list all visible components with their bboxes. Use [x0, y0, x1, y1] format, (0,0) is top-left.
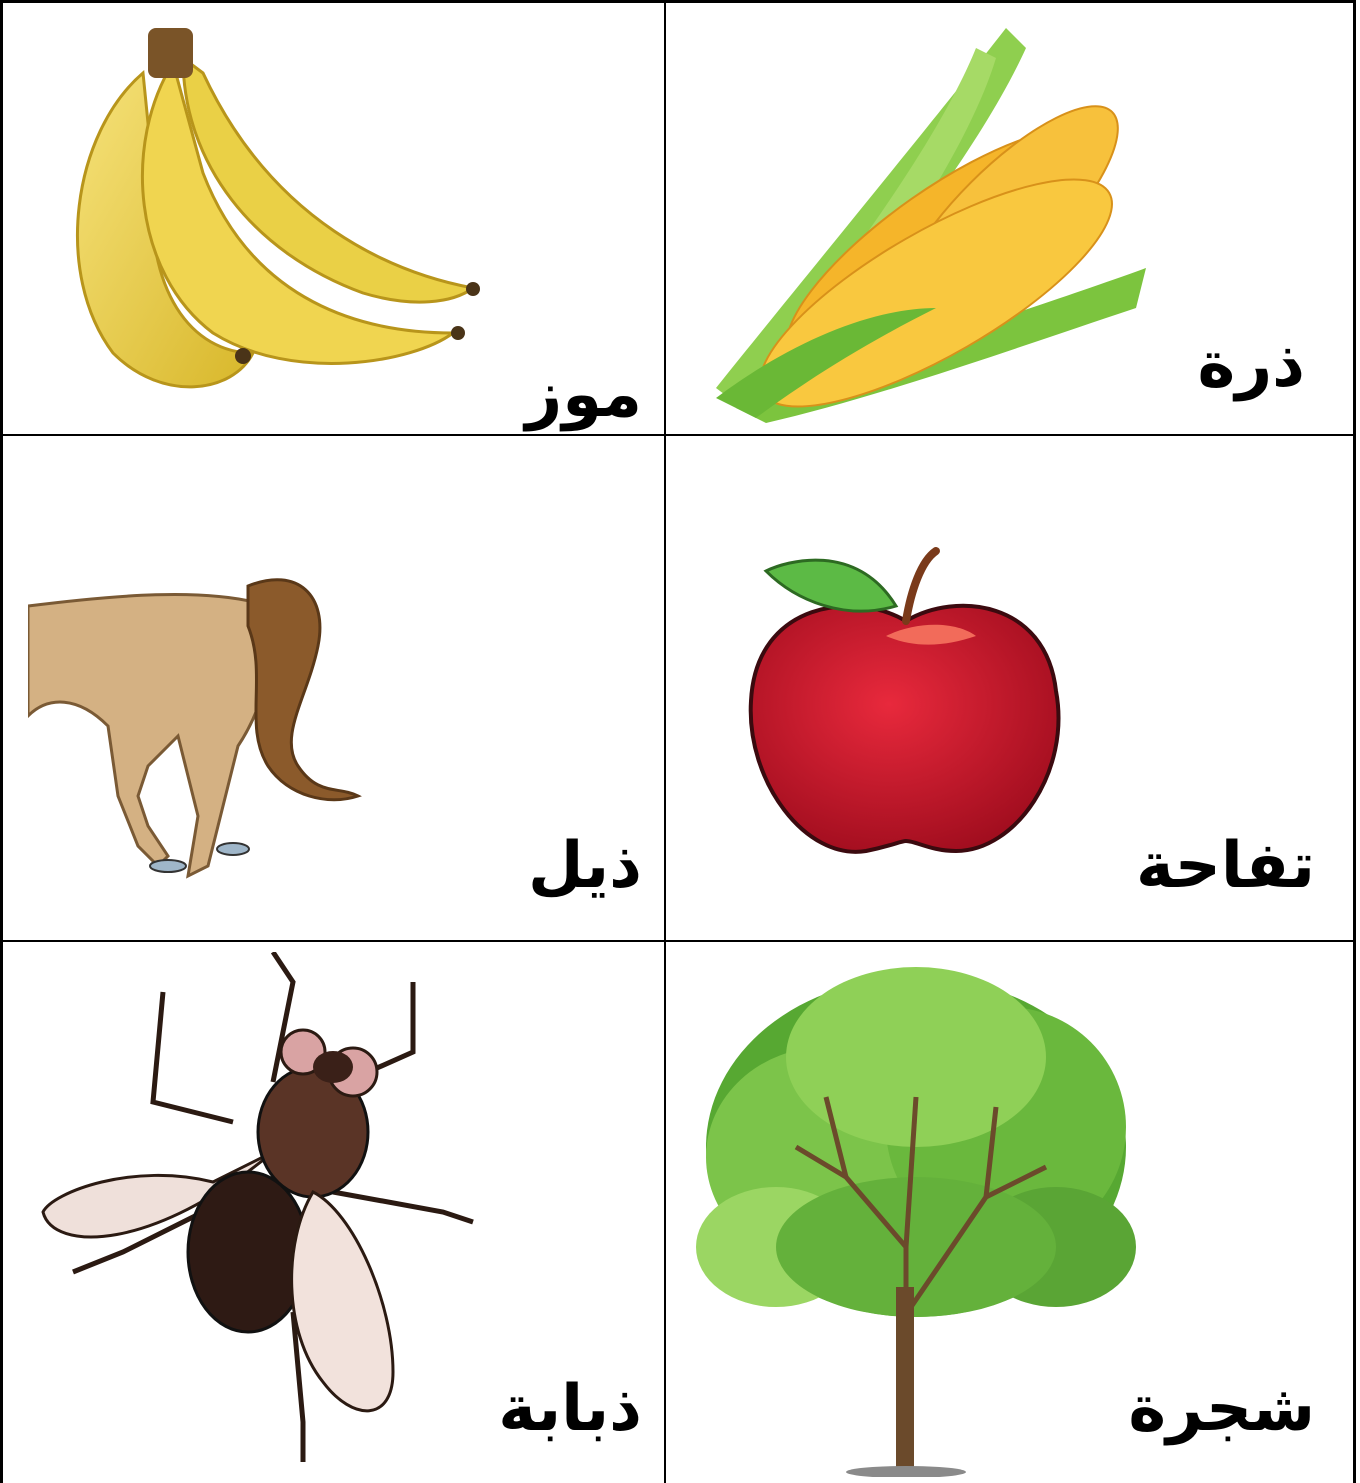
word-corn: ذرة — [1197, 328, 1305, 402]
horse-tail-picture — [28, 566, 368, 940]
fly-picture — [33, 952, 493, 1472]
banana-picture — [33, 13, 513, 413]
tree-picture — [686, 947, 1146, 1477]
card-corn — [666, 3, 1353, 434]
corn-picture — [676, 8, 1176, 428]
card-tree — [666, 942, 1353, 1483]
word-fly: ذبابة — [498, 1372, 642, 1446]
word-tail: ذيل — [528, 829, 642, 903]
card-tail — [3, 436, 664, 940]
word-banana: موز — [525, 358, 642, 432]
word-tree: شجرة — [1128, 1372, 1315, 1446]
card-apple — [666, 436, 1353, 940]
card-fly — [3, 942, 664, 1483]
apple-picture — [746, 541, 1076, 871]
card-banana — [3, 3, 664, 434]
word-apple: تفاحة — [1135, 829, 1315, 903]
